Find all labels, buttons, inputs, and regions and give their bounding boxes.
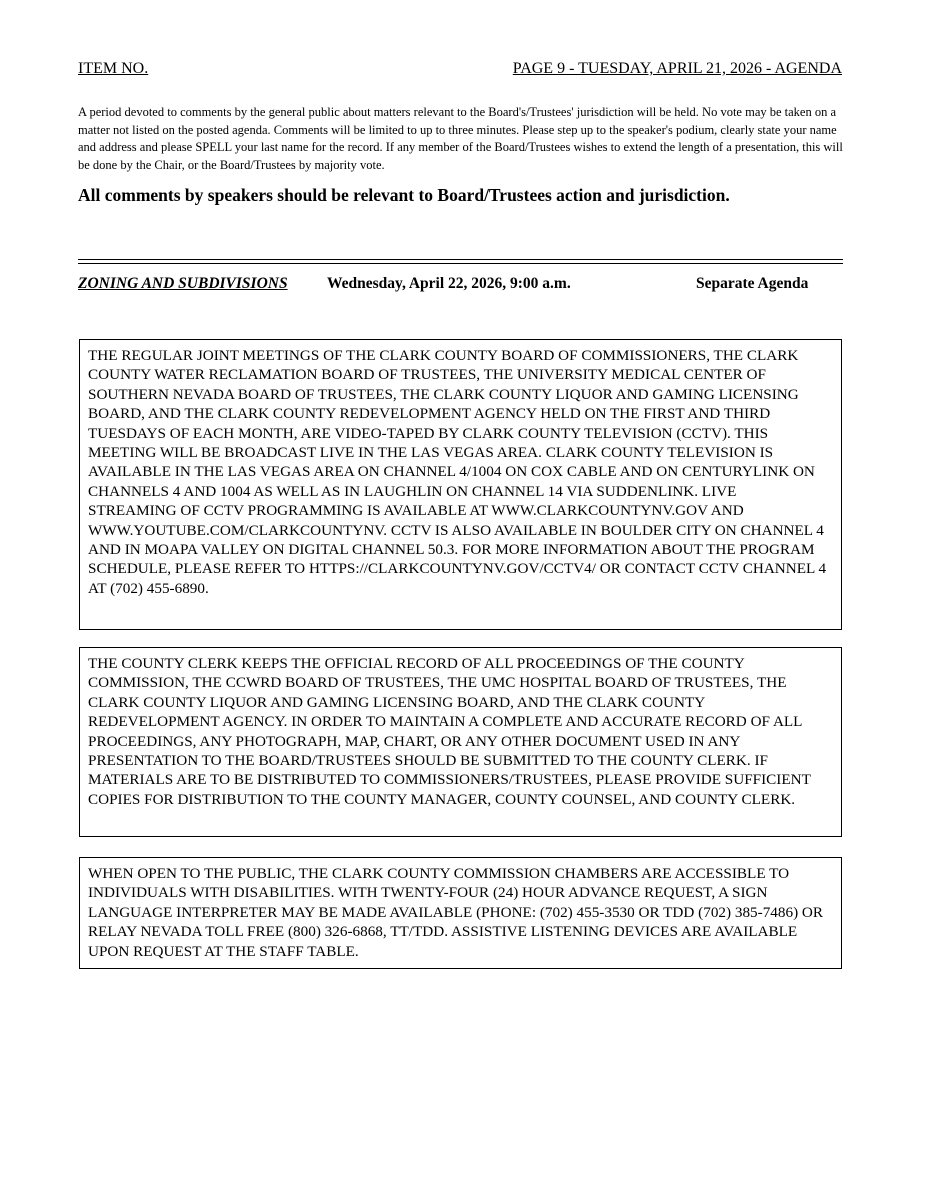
zoning-meeting-date: Wednesday, April 22, 2026, 9:00 a.m.	[327, 275, 571, 292]
official-record-notice-text: THE COUNTY CLERK KEEPS THE OFFICIAL RECORD OF ALL PROCEEDINGS OF THE COUNTY COMMISSION, THE CCWRD BOARD OF TRUSTEES, THE UMC HOSPITAL BOARD OF TRUSTEES, THE CLARK COUNTY LIQUOR AND GAMING LICENSING BOARD, AND THE CLARK COUNTY REDEVELOPMENT AGENCY. IN ORDER TO MAINTAIN A COMPLETE AND ACCURATE RECORD OF ALL PROCEEDINGS, ANY PHOTOGRAPH, MAP, CHART, OR ANY OTHER DOCUMENT USED IN ANY PRESENTATION TO THE BOARD/TRUSTEES SHOULD BE SUBMITTED TO THE COUNTY CLERK. IF MATERIALS ARE TO BE DISTRIBUTED TO COMMISSIONERS/TRUSTEES, PLEASE PROVIDE SUFFICIENT COPIES FOR DISTRIBUTION TO THE COUNTY MANAGER, COUNTY COUNSEL, AND COUNTY CLERK.	[88, 655, 811, 808]
page-date-label: PAGE 9 - TUESDAY, APRIL 21, 2026 - AGENDA	[512, 60, 842, 77]
accessibility-notice-box	[79, 857, 842, 969]
public-comment-paragraph: A period devoted to comments by the general public about matters relevant to the Board's/Trustees' jurisdiction will be held. No vote may be taken on a matter not listed on the posted agenda. Comments will be limited to up to three minutes. Please step up to the speaker's podium, clearly state your name and address and please SPELL your last name for the record. If any member of the Board/Trustees wishes to extend the length of a presentation, this will be done by the Chair, or the Board/Trustees by majority vote.	[78, 105, 843, 172]
zoning-agenda-note: Separate Agenda	[696, 275, 809, 292]
speaker-relevance-notice: All comments by speakers should be relevant to Board/Trustees action and jurisdiction.	[78, 185, 730, 205]
page-header	[78, 60, 842, 82]
zoning-section-row	[78, 275, 843, 295]
zoning-section-title: ZONING AND SUBDIVISIONS	[78, 275, 288, 292]
section-divider	[78, 259, 843, 264]
official-record-notice-box	[79, 647, 842, 837]
accessibility-notice-text: WHEN OPEN TO THE PUBLIC, THE CLARK COUNTY COMMISSION CHAMBERS ARE ACCESSIBLE TO INDIVIDUALS WITH DISABILITIES. WITH TWENTY-FOUR (24) HOUR ADVANCE REQUEST, A SIGN LANGUAGE INTERPRETER MAY BE MADE AVAILABLE (PHONE: (702) 455-3530 OR TDD (702) 385-7486) OR RELAY NEVADA TOLL FREE (800) 326-6868, TT/TDD. ASSISTIVE LISTENING DEVICES ARE AVAILABLE UPON REQUEST AT THE STAFF TABLE.	[88, 865, 824, 960]
item-number-label: ITEM NO.	[78, 60, 149, 77]
broadcast-notice-text: THE REGULAR JOINT MEETINGS OF THE CLARK COUNTY BOARD OF COMMISSIONERS, THE CLARK COUNTY WATER RECLAMATION BOARD OF TRUSTEES, THE UNIVERSITY MEDICAL CENTER OF SOUTHERN NEVADA BOARD OF TRUSTEES, THE CLARK COUNTY LIQUOR AND GAMING LICENSING BOARD, AND THE CLARK COUNTY REDEVELOPMENT AGENCY HELD ON THE FIRST AND THIRD TUESDAYS OF EACH MONTH, ARE VIDEO-TAPED BY CLARK COUNTY TELEVISION (CCTV). THIS MEETING WILL BE BROADCAST LIVE IN THE LAS VEGAS AREA. CLARK COUNTY TELEVISION IS AVAILABLE IN THE LAS VEGAS AREA ON CHANNEL 4/1004 ON COX CABLE AND ON CENTURYLINK ON CHANNELS 4 AND 1004 AS WELL AS IN LAUGHLIN ON CHANNEL 14 VIA SUDDENLINK. LIVE STREAMING OF CCTV PROGRAMMING IS AVAILABLE AT WWW.CLARKCOUNTYNV.GOV AND WWW.YOUTUBE.COM/CLARKCOUNTYNV. CCTV IS ALSO AVAILABLE IN BOULDER CITY ON CHANNEL 4 AND IN MOAPA VALLEY ON DIGITAL CHANNEL 50.3. FOR MORE INFORMATION ABOUT THE PROGRAM SCHEDULE, PLEASE REFER TO HTTPS://CLARKCOUNTYNV.GOV/CCTV4/ OR CONTACT CCTV CHANNEL 4 AT (702) 455-6890.	[88, 347, 827, 597]
broadcast-notice-box	[79, 339, 842, 630]
